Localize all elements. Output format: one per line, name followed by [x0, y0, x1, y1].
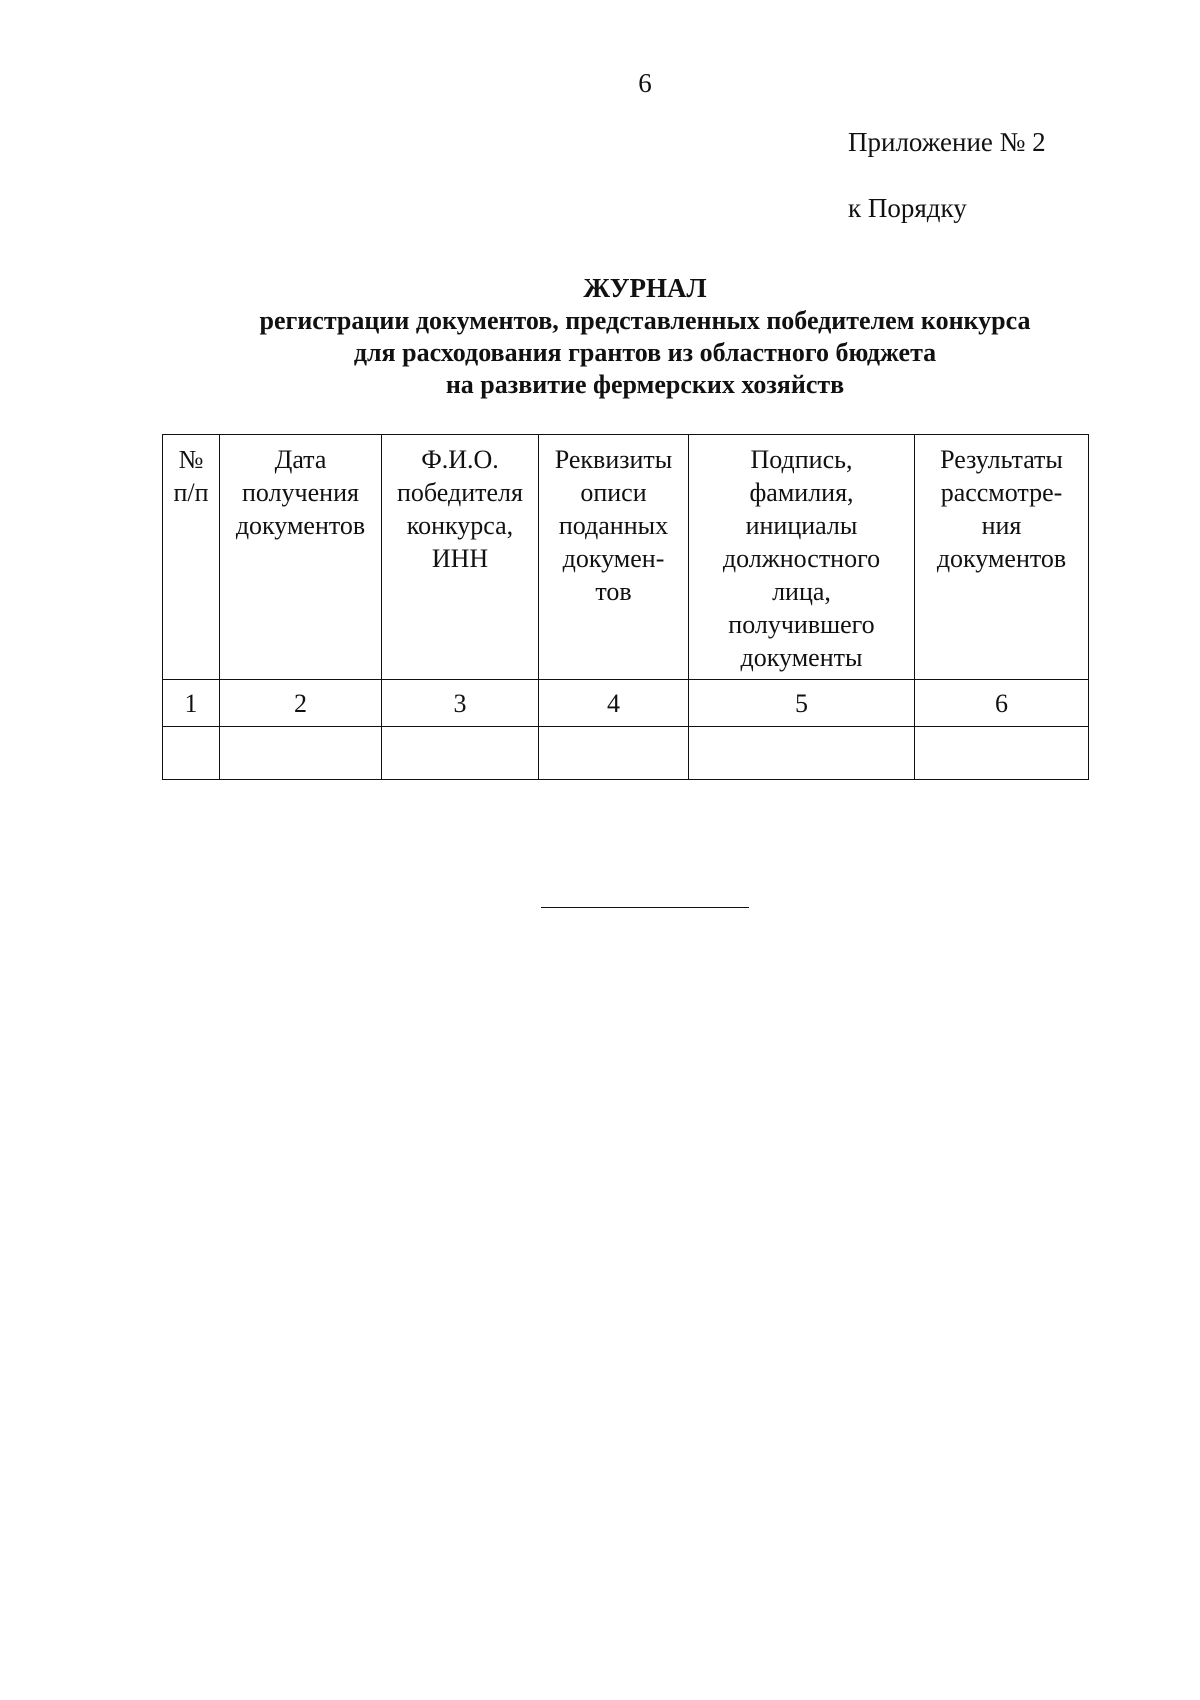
table-header-row	[163, 435, 1089, 680]
column-number: 2	[220, 680, 382, 727]
header-cell-winner: Ф.И.О. победителя конкурса, ИНН	[382, 435, 539, 680]
appendix-label: Приложение № 2	[848, 127, 1046, 157]
empty-cell	[689, 727, 915, 780]
header-cell-signature: Подпись, фамилия, инициалы должностного лица, получившего документы	[689, 435, 915, 680]
empty-cell	[163, 727, 220, 780]
column-number: 1	[163, 680, 220, 727]
document-subtitle-line-1: регистрации документов, представленных победителем конкурса	[259, 306, 1031, 335]
empty-cell	[220, 727, 382, 780]
header-cell-date: Дата получения документов	[220, 435, 382, 680]
registration-journal-table	[162, 434, 1089, 780]
column-number: 3	[382, 680, 539, 727]
empty-cell	[915, 727, 1089, 780]
appendix-reference: к Порядку	[848, 193, 967, 223]
column-number: 4	[539, 680, 689, 727]
end-separator-line	[541, 907, 749, 908]
column-number: 5	[689, 680, 915, 727]
document-subtitle-line-2: для расходования грантов из областного бюджета	[353, 338, 937, 367]
page-number: 6	[638, 68, 652, 98]
header-cell-inventory: Реквизиты описи поданных докумен- тов	[539, 435, 689, 680]
empty-cell	[539, 727, 689, 780]
empty-entry-row	[163, 727, 1089, 780]
document-title-block	[150, 272, 1140, 401]
document-subtitle-line-3: на развитие фермерских хозяйств	[445, 370, 845, 399]
document-title: ЖУРНАЛ	[583, 273, 707, 303]
column-number-row	[163, 680, 1089, 727]
empty-cell	[382, 727, 539, 780]
column-number: 6	[915, 680, 1089, 727]
header-cell-number: № п/п	[163, 435, 220, 680]
header-cell-results: Результаты рассмотре- ния документов	[915, 435, 1089, 680]
